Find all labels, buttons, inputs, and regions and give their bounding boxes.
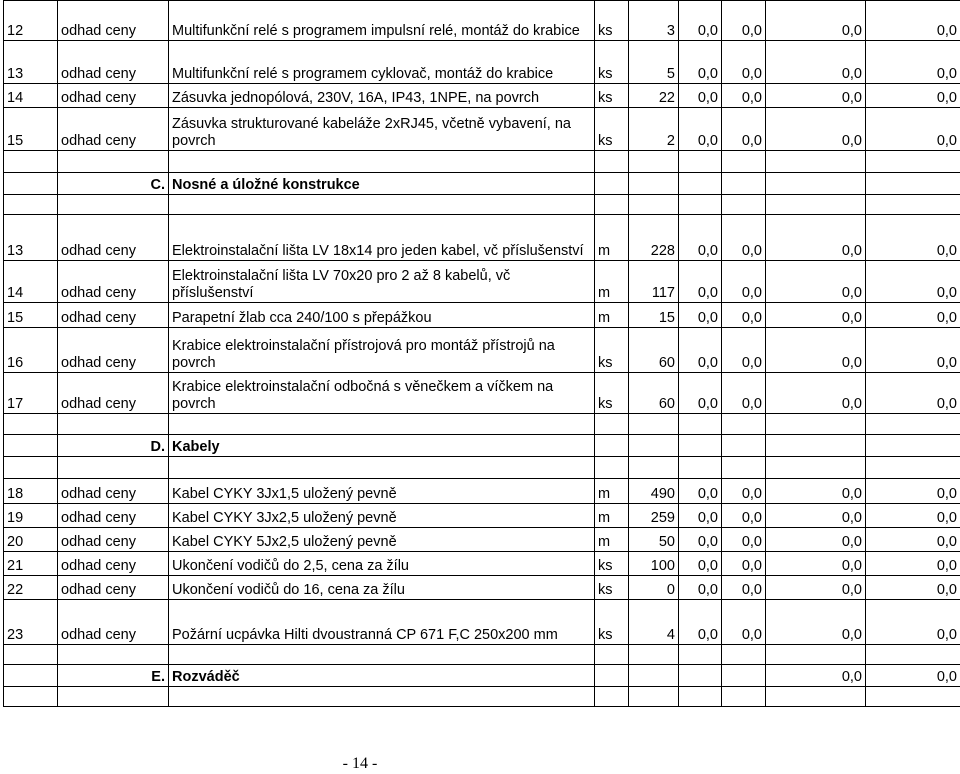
item-type: odhad ceny — [58, 261, 169, 303]
item-total: 0,0 — [766, 108, 866, 151]
section-empty-cell — [722, 435, 766, 457]
table-row — [4, 261, 960, 303]
item-unit-price: 0,0 — [679, 328, 722, 373]
item-unit: m — [595, 303, 629, 328]
item-unit-price-2: 0,0 — [722, 479, 766, 504]
blank-cell — [4, 457, 58, 479]
item-description: Parapetní žlab cca 240/100 s přepážkou — [169, 303, 595, 328]
section-empty-cell — [595, 435, 629, 457]
table-row — [4, 576, 960, 600]
item-total-2: 0,0 — [866, 261, 960, 303]
item-description: Kabel CYKY 5Jx2,5 uložený pevně — [169, 528, 595, 552]
item-type: odhad ceny — [58, 215, 169, 261]
table-row — [4, 328, 960, 373]
item-unit: ks — [595, 84, 629, 108]
item-total: 0,0 — [766, 373, 866, 414]
blank-cell — [4, 687, 58, 707]
item-unit-price: 0,0 — [679, 528, 722, 552]
item-unit-price: 0,0 — [679, 1, 722, 41]
item-unit-price: 0,0 — [679, 479, 722, 504]
item-unit-price-2: 0,0 — [722, 328, 766, 373]
item-description: Zásuvka strukturované kabeláže 2xRJ45, včetně vybavení, na povrch — [169, 108, 595, 151]
item-total: 0,0 — [766, 504, 866, 528]
item-number: 13 — [4, 215, 58, 261]
item-type: odhad ceny — [58, 303, 169, 328]
blank-cell — [766, 414, 866, 435]
item-description: Multifunkční relé s programem impulsní relé, montáž do krabice — [169, 1, 595, 41]
blank-cell — [629, 457, 679, 479]
item-unit: ks — [595, 552, 629, 576]
item-unit: ks — [595, 41, 629, 84]
item-unit-price: 0,0 — [679, 261, 722, 303]
blank-cell — [58, 457, 169, 479]
item-total: 0,0 — [766, 552, 866, 576]
blank-cell — [58, 151, 169, 173]
blank-cell — [629, 645, 679, 665]
page-number: - 14 - — [342, 755, 378, 772]
blank-cell — [766, 457, 866, 479]
item-number: 14 — [4, 84, 58, 108]
section-title: Nosné a úložné konstrukce — [169, 173, 595, 195]
section-header — [4, 173, 960, 195]
item-unit-price-2: 0,0 — [722, 303, 766, 328]
item-description: Elektroinstalační lišta LV 18x14 pro jeden kabel, vč příslušenství — [169, 215, 595, 261]
item-number: 23 — [4, 600, 58, 645]
item-unit-price-2: 0,0 — [722, 528, 766, 552]
item-number: 13 — [4, 41, 58, 84]
item-type: odhad ceny — [58, 1, 169, 41]
item-description: Zásuvka jednopólová, 230V, 16A, IP43, 1NPE, na povrch — [169, 84, 595, 108]
section-letter: D. — [58, 435, 169, 457]
section-empty-cell — [629, 665, 679, 687]
item-description: Multifunkční relé s programem cyklovač, montáž do krabice — [169, 41, 595, 84]
item-type: odhad ceny — [58, 528, 169, 552]
section-total-2 — [866, 173, 960, 195]
blank-cell — [722, 645, 766, 665]
item-quantity: 60 — [629, 328, 679, 373]
blank-row — [4, 414, 960, 435]
blank-cell — [679, 195, 722, 215]
item-total-2: 0,0 — [866, 479, 960, 504]
blank-cell — [766, 645, 866, 665]
item-number: 19 — [4, 504, 58, 528]
item-type: odhad ceny — [58, 600, 169, 645]
item-unit-price-2: 0,0 — [722, 576, 766, 600]
item-unit-price-2: 0,0 — [722, 108, 766, 151]
blank-cell — [169, 457, 595, 479]
blank-cell — [866, 414, 960, 435]
item-quantity: 228 — [629, 215, 679, 261]
item-quantity: 0 — [629, 576, 679, 600]
item-unit-price: 0,0 — [679, 84, 722, 108]
item-unit-price: 0,0 — [679, 41, 722, 84]
item-number: 12 — [4, 1, 58, 41]
section-empty-cell — [629, 435, 679, 457]
item-unit-price-2: 0,0 — [722, 552, 766, 576]
item-total-2: 0,0 — [866, 552, 960, 576]
blank-cell — [766, 195, 866, 215]
item-total: 0,0 — [766, 41, 866, 84]
blank-cell — [866, 195, 960, 215]
item-quantity: 4 — [629, 600, 679, 645]
item-total-2: 0,0 — [866, 528, 960, 552]
section-title: Rozváděč — [169, 665, 595, 687]
item-total-2: 0,0 — [866, 1, 960, 41]
cost-table — [3, 0, 960, 707]
blank-cell — [629, 687, 679, 707]
item-description: Ukončení vodičů do 2,5, cena za žílu — [169, 552, 595, 576]
item-total-2: 0,0 — [866, 108, 960, 151]
item-description: Kabel CYKY 3Jx1,5 uložený pevně — [169, 479, 595, 504]
blank-cell — [4, 195, 58, 215]
blank-cell — [722, 414, 766, 435]
item-total: 0,0 — [766, 261, 866, 303]
item-unit-price-2: 0,0 — [722, 84, 766, 108]
item-unit: ks — [595, 108, 629, 151]
section-total: 0,0 — [766, 665, 866, 687]
table-row — [4, 552, 960, 576]
item-unit-price-2: 0,0 — [722, 41, 766, 84]
section-total-2: 0,0 — [866, 665, 960, 687]
blank-cell — [679, 414, 722, 435]
blank-cell — [4, 151, 58, 173]
section-total — [766, 173, 866, 195]
item-total-2: 0,0 — [866, 41, 960, 84]
item-number: 21 — [4, 552, 58, 576]
blank-cell — [4, 414, 58, 435]
item-quantity: 22 — [629, 84, 679, 108]
blank-cell — [4, 645, 58, 665]
section-empty-cell — [679, 173, 722, 195]
section-empty-cell — [595, 173, 629, 195]
item-total: 0,0 — [766, 600, 866, 645]
item-type: odhad ceny — [58, 479, 169, 504]
blank-cell — [866, 151, 960, 173]
item-total-2: 0,0 — [866, 504, 960, 528]
item-description: Elektroinstalační lišta LV 70x20 pro 2 až 8 kabelů, vč příslušenství — [169, 261, 595, 303]
item-unit-price: 0,0 — [679, 215, 722, 261]
item-description: Krabice elektroinstalační odbočná s věnečkem a víčkem na povrch — [169, 373, 595, 414]
item-quantity: 100 — [629, 552, 679, 576]
item-unit-price: 0,0 — [679, 108, 722, 151]
item-type: odhad ceny — [58, 328, 169, 373]
item-unit: ks — [595, 600, 629, 645]
blank-cell — [679, 645, 722, 665]
table-row — [4, 479, 960, 504]
blank-cell — [629, 414, 679, 435]
item-total-2: 0,0 — [866, 373, 960, 414]
item-number: 14 — [4, 261, 58, 303]
blank-cell — [722, 195, 766, 215]
item-total-2: 0,0 — [866, 576, 960, 600]
blank-cell — [722, 687, 766, 707]
blank-cell — [866, 687, 960, 707]
item-total: 0,0 — [766, 84, 866, 108]
item-number: 17 — [4, 373, 58, 414]
item-quantity: 15 — [629, 303, 679, 328]
blank-cell — [58, 414, 169, 435]
blank-cell — [169, 645, 595, 665]
blank-cell — [169, 151, 595, 173]
table-row — [4, 373, 960, 414]
section-letter: C. — [58, 173, 169, 195]
blank-row — [4, 151, 960, 173]
blank-cell — [595, 195, 629, 215]
blank-cell — [679, 151, 722, 173]
item-type: odhad ceny — [58, 373, 169, 414]
item-unit-price: 0,0 — [679, 600, 722, 645]
blank-cell — [866, 645, 960, 665]
blank-row — [4, 645, 960, 665]
item-total: 0,0 — [766, 215, 866, 261]
item-total: 0,0 — [766, 303, 866, 328]
blank-cell — [595, 457, 629, 479]
blank-cell — [58, 687, 169, 707]
section-empty-cell — [629, 173, 679, 195]
item-description: Krabice elektroinstalační přístrojová pro montáž přístrojů na povrch — [169, 328, 595, 373]
blank-cell — [595, 414, 629, 435]
section-title: Kabely — [169, 435, 595, 457]
table-row — [4, 215, 960, 261]
item-type: odhad ceny — [58, 552, 169, 576]
section-total — [766, 435, 866, 457]
item-description: Kabel CYKY 3Jx2,5 uložený pevně — [169, 504, 595, 528]
section-total-2 — [866, 435, 960, 457]
item-unit: ks — [595, 576, 629, 600]
table-row — [4, 84, 960, 108]
item-unit: m — [595, 479, 629, 504]
blank-row — [4, 457, 960, 479]
item-number: 16 — [4, 328, 58, 373]
section-header — [4, 665, 960, 687]
blank-cell — [169, 195, 595, 215]
section-spacer — [4, 173, 58, 195]
blank-cell — [595, 151, 629, 173]
blank-cell — [169, 414, 595, 435]
item-total-2: 0,0 — [866, 215, 960, 261]
section-letter: E. — [58, 665, 169, 687]
blank-cell — [58, 195, 169, 215]
item-total: 0,0 — [766, 576, 866, 600]
section-spacer — [4, 435, 58, 457]
blank-cell — [58, 645, 169, 665]
item-unit-price-2: 0,0 — [722, 261, 766, 303]
item-quantity: 3 — [629, 1, 679, 41]
item-total: 0,0 — [766, 328, 866, 373]
blank-cell — [766, 151, 866, 173]
item-quantity: 490 — [629, 479, 679, 504]
section-empty-cell — [595, 665, 629, 687]
item-description: Požární ucpávka Hilti dvoustranná CP 671 F,C 250x200 mm — [169, 600, 595, 645]
item-quantity: 60 — [629, 373, 679, 414]
item-unit-price: 0,0 — [679, 576, 722, 600]
item-unit-price: 0,0 — [679, 552, 722, 576]
section-empty-cell — [722, 665, 766, 687]
item-unit: ks — [595, 328, 629, 373]
item-quantity: 117 — [629, 261, 679, 303]
item-quantity: 5 — [629, 41, 679, 84]
item-quantity: 50 — [629, 528, 679, 552]
blank-cell — [722, 151, 766, 173]
item-unit-price-2: 0,0 — [722, 1, 766, 41]
item-description: Ukončení vodičů do 16, cena za žílu — [169, 576, 595, 600]
blank-cell — [679, 687, 722, 707]
blank-cell — [595, 687, 629, 707]
item-unit-price: 0,0 — [679, 303, 722, 328]
section-empty-cell — [722, 173, 766, 195]
table-row — [4, 528, 960, 552]
item-type: odhad ceny — [58, 504, 169, 528]
blank-cell — [595, 645, 629, 665]
item-unit-price: 0,0 — [679, 504, 722, 528]
item-total: 0,0 — [766, 479, 866, 504]
blank-cell — [629, 195, 679, 215]
blank-cell — [766, 687, 866, 707]
item-unit: m — [595, 261, 629, 303]
blank-cell — [629, 151, 679, 173]
table-row — [4, 108, 960, 151]
blank-cell — [866, 457, 960, 479]
table-row — [4, 1, 960, 41]
table-row — [4, 41, 960, 84]
item-quantity: 2 — [629, 108, 679, 151]
item-total-2: 0,0 — [866, 303, 960, 328]
item-total: 0,0 — [766, 1, 866, 41]
item-number: 22 — [4, 576, 58, 600]
item-number: 15 — [4, 108, 58, 151]
table-row — [4, 303, 960, 328]
item-unit-price: 0,0 — [679, 373, 722, 414]
item-number: 15 — [4, 303, 58, 328]
item-type: odhad ceny — [58, 41, 169, 84]
item-total-2: 0,0 — [866, 84, 960, 108]
item-unit-price-2: 0,0 — [722, 504, 766, 528]
item-number: 18 — [4, 479, 58, 504]
item-type: odhad ceny — [58, 576, 169, 600]
item-total-2: 0,0 — [866, 328, 960, 373]
blank-cell — [679, 457, 722, 479]
item-unit: m — [595, 528, 629, 552]
item-type: odhad ceny — [58, 108, 169, 151]
blank-row — [4, 687, 960, 707]
blank-cell — [722, 457, 766, 479]
item-unit-price-2: 0,0 — [722, 373, 766, 414]
item-unit: m — [595, 215, 629, 261]
section-empty-cell — [679, 435, 722, 457]
table-row — [4, 600, 960, 645]
table-row — [4, 504, 960, 528]
section-spacer — [4, 665, 58, 687]
item-quantity: 259 — [629, 504, 679, 528]
section-header — [4, 435, 960, 457]
item-number: 20 — [4, 528, 58, 552]
item-unit: ks — [595, 1, 629, 41]
item-type: odhad ceny — [58, 84, 169, 108]
blank-row — [4, 195, 960, 215]
blank-cell — [169, 687, 595, 707]
item-total: 0,0 — [766, 528, 866, 552]
section-empty-cell — [679, 665, 722, 687]
item-unit-price-2: 0,0 — [722, 215, 766, 261]
item-unit-price-2: 0,0 — [722, 600, 766, 645]
item-total-2: 0,0 — [866, 600, 960, 645]
item-unit: m — [595, 504, 629, 528]
item-unit: ks — [595, 373, 629, 414]
